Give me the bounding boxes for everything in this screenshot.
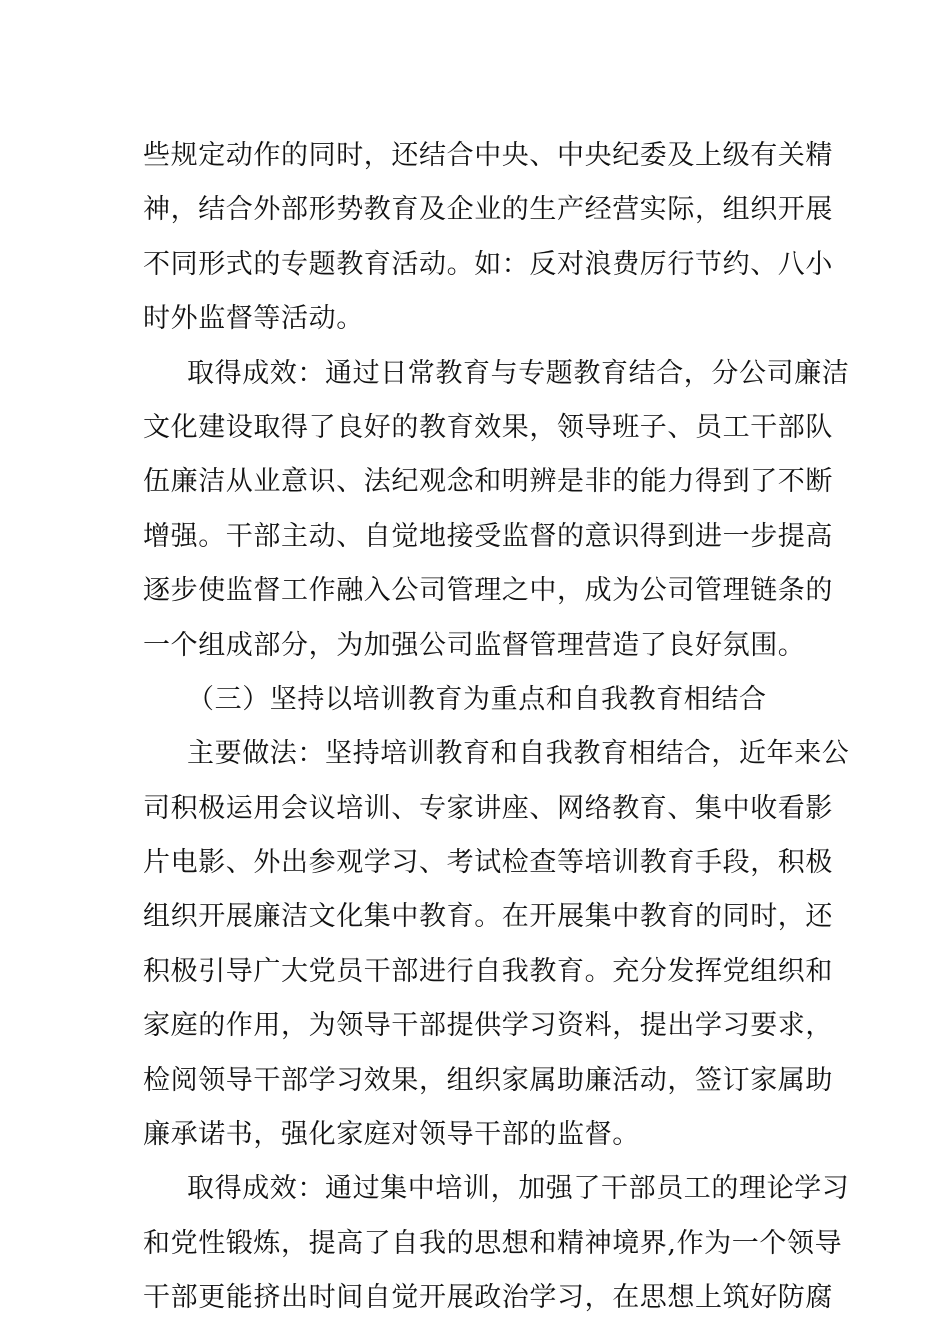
text-line: 积极引导广大党员干部进行自我教育。充分发挥党组织和: [143, 955, 833, 987]
document-body: [143, 129, 850, 1326]
text-line: 伍廉洁从业意识、法纪观念和明辨是非的能力得到了不断: [143, 466, 833, 498]
paragraph-start-line: 主要做法：坚持培训教育和自我教育相结合，近年来公: [187, 738, 850, 770]
text-line: 逐步使监督工作融入公司管理之中，成为公司管理链条的: [143, 575, 833, 607]
text-line: 一个组成部分，为加强公司监督管理营造了良好氛围。: [143, 629, 806, 661]
text-line: 不同形式的专题教育活动。如：反对浪费厉行节约、八小: [143, 248, 833, 280]
text-line: 神，结合外部形势教育及企业的生产经营实际，组织开展: [143, 194, 833, 226]
text-line: 文化建设取得了良好的教育效果，领导班子、员工干部队: [143, 411, 833, 443]
text-line: 时外监督等活动。: [143, 303, 364, 335]
text-line: 廉承诺书，强化家庭对领导干部的监督。: [143, 1119, 640, 1151]
text-line: 片电影、外出参观学习、考试检查等培训教育手段，积极: [143, 847, 833, 879]
text-line: 干部更能挤出时间自觉开展政治学习，在思想上筑好防腐: [143, 1282, 833, 1314]
paragraph-start-line: 取得成效：通过集中培训，加强了干部员工的理论学习: [187, 1173, 850, 1205]
text-line: 增强。干部主动、自觉地接受监督的意识得到进一步提高: [143, 520, 833, 552]
paragraph-start-line: 取得成效：通过日常教育与专题教育结合，分公司廉洁: [187, 357, 850, 389]
text-line: 组织开展廉洁文化集中教育。在开展集中教育的同时，还: [143, 901, 833, 933]
text-line: 检阅领导干部学习效果，组织家属助廉活动，签订家属助: [143, 1064, 833, 1096]
section-heading: （三）坚持以培训教育为重点和自我教育相结合: [187, 683, 767, 715]
text-line: 司积极运用会议培训、专家讲座、网络教育、集中收看影: [143, 792, 833, 824]
text-line: 些规定动作的同时，还结合中央、中央纪委及上级有关精: [143, 140, 833, 171]
text-line: 和党性锻炼，提高了自我的思想和精神境界,作为一个领导: [143, 1227, 843, 1259]
text-line: 家庭的作用，为领导干部提供学习资料，提出学习要求，: [143, 1010, 833, 1042]
